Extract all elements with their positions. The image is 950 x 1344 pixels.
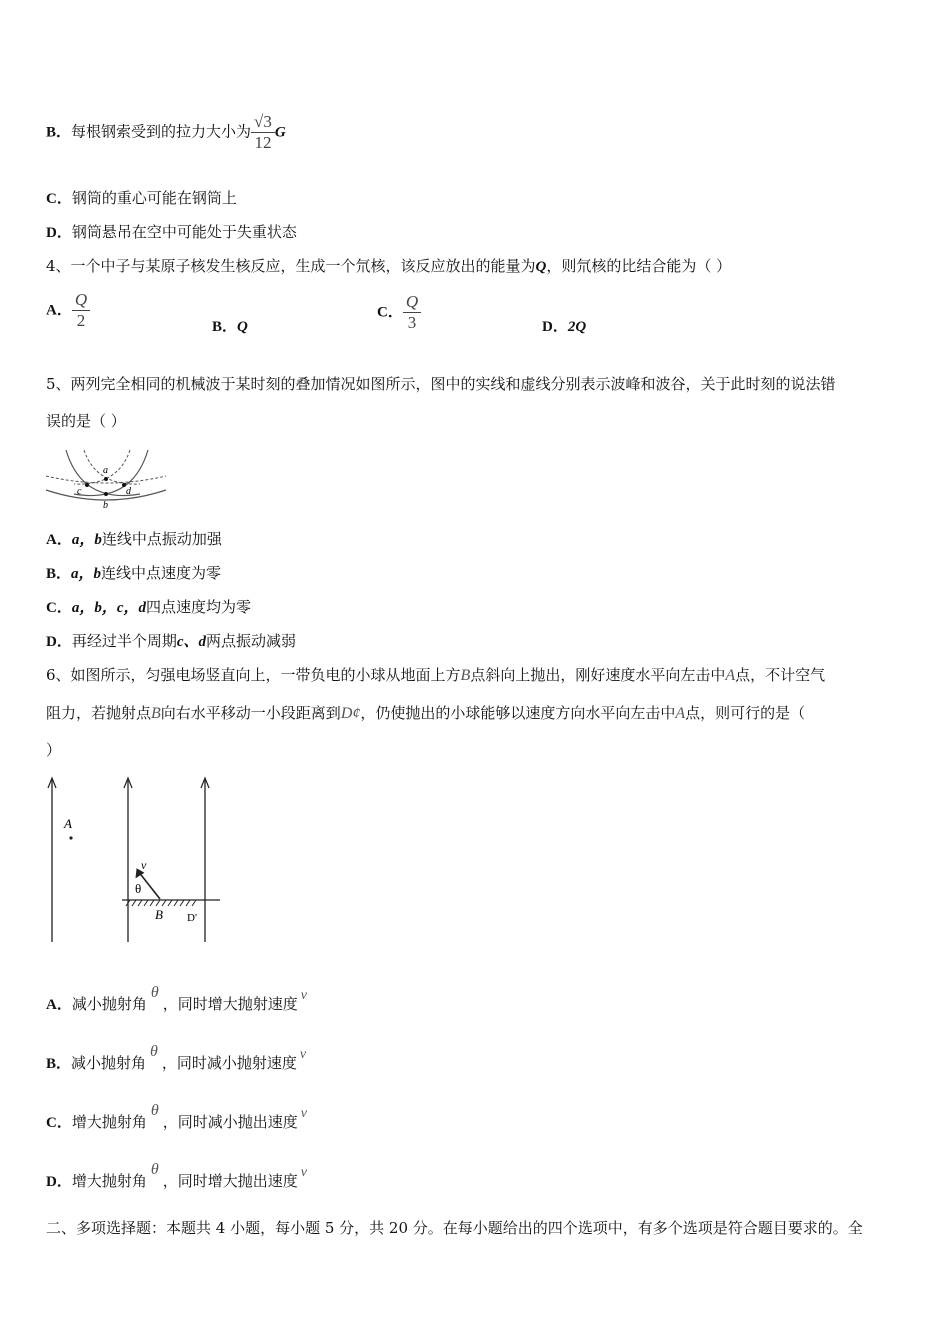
option-value: Q: [237, 319, 248, 335]
fraction-denominator: 12: [254, 133, 272, 152]
ground-hatching: [126, 900, 196, 906]
option-text: 两点振动减弱: [206, 632, 297, 650]
option-vars: a，b: [71, 566, 102, 582]
q6-stem-line3: ）: [46, 741, 62, 759]
label-point-b: B: [155, 907, 163, 922]
q6-text: ，仍使抛出的小球能够以速度方向水平向左击中: [360, 704, 676, 722]
v-symbol: v: [299, 1047, 307, 1062]
q4-option-c: [377, 292, 421, 333]
q6-stem-line2: [46, 702, 805, 723]
option-letter: B．: [46, 1056, 72, 1072]
v-symbol: v: [300, 1106, 307, 1121]
q5-option-b: [46, 562, 221, 583]
q3-option-b: [46, 112, 286, 153]
q6-text: 6、如图所示，匀强电场竖直向上，一带负电的小球从地面上方: [46, 666, 461, 684]
q6-text: 点，则可行的是（: [685, 704, 806, 722]
option-pre: 减小抛射角: [71, 1054, 147, 1072]
option-post: ，同时减小抛射速度: [161, 1054, 297, 1072]
v-symbol: v: [300, 988, 307, 1003]
fraction: [251, 112, 275, 153]
point-b: [104, 492, 108, 496]
option-letter: C．: [377, 304, 403, 321]
label-v: v: [141, 858, 147, 872]
theta-symbol: θ: [150, 1161, 159, 1178]
label-theta: θ: [135, 881, 142, 896]
option-letter: B．: [46, 124, 72, 141]
q6-text: 向右水平移动一小段距离到: [160, 704, 341, 722]
q5-option-d: [46, 630, 296, 651]
velocity-vector: [138, 871, 160, 899]
q4-option-a: [46, 290, 90, 331]
option-letter: B．: [46, 566, 72, 582]
section-2-heading: 二、多项选择题：本题共 4 小题，每小题 5 分，共 20 分。在每小题给出的四个选项中，有多个选项是符合题目要求的。全: [46, 1219, 863, 1237]
option-text: 每根钢索受到的拉力大小为: [71, 122, 252, 141]
fraction: [72, 290, 90, 331]
wave-crest-arc-right: [74, 450, 148, 496]
q3-option-c: [46, 187, 237, 208]
wave-trough-arc-right: [74, 450, 130, 484]
theta-symbol: θ: [150, 984, 159, 1001]
wave-superposition-figure: [44, 446, 168, 516]
q4-stem-text: 4、一个中子与某原子核发生核反应，生成一个氘核，该反应放出的能量为: [46, 257, 536, 275]
label-c: c: [77, 486, 82, 497]
point-c: [85, 483, 89, 487]
q4-stem-var: Q: [535, 259, 547, 275]
option-post: ，同时增大抛射速度: [162, 995, 298, 1013]
option-text: 连线中点速度为零: [101, 564, 222, 582]
option-tail: G: [274, 124, 286, 141]
option-post: ，同时减小抛出速度: [162, 1113, 298, 1131]
q6-text: 阻力，若抛射点: [46, 704, 152, 722]
label-a: a: [103, 465, 108, 476]
q4-option-d: [542, 315, 586, 336]
q4-option-b: [212, 315, 248, 336]
point-a: [104, 477, 108, 481]
q6-text: 点，不计空气: [735, 666, 826, 684]
option-text: 钢筒悬吊在空中可能处于失重状态: [71, 223, 297, 241]
label-d: d: [126, 486, 131, 497]
fraction-denominator: 3: [407, 313, 417, 332]
option-letter: A．: [46, 532, 72, 548]
option-letter: B．: [212, 319, 238, 335]
option-value: 2Q: [567, 319, 587, 335]
option-letter: C．: [46, 1115, 72, 1131]
fraction-denominator: 2: [76, 311, 86, 330]
option-pre: 增大抛射角: [71, 1113, 147, 1131]
option-letter: C．: [46, 600, 72, 616]
q6-option-a: [46, 984, 307, 1014]
q3-option-d: [46, 221, 297, 242]
q4-stem: [46, 255, 731, 276]
q6-var-d: D¢: [340, 705, 361, 722]
option-pre: 减小抛射角: [71, 995, 147, 1013]
q6-text: 点斜向上抛出，刚好速度水平向左击中: [470, 666, 726, 684]
label-b: b: [103, 500, 108, 511]
option-letter: D．: [46, 1174, 72, 1190]
option-letter: A．: [46, 302, 72, 319]
option-letter: D．: [46, 225, 72, 241]
option-vars: a，b，c，d: [71, 600, 147, 616]
electric-field-figure: [40, 772, 230, 944]
option-pre: 再经过半个周期: [71, 632, 177, 650]
option-text: 四点速度均为零: [146, 598, 252, 616]
label-point-d: D': [187, 912, 197, 924]
q4-stem-text-2: ，则氘核的比结合能为（ ）: [546, 257, 732, 275]
q6-stem-line1: [46, 664, 825, 685]
theta-symbol: θ: [150, 1043, 158, 1060]
q6-var-b: B: [460, 667, 471, 684]
option-letter: D．: [46, 634, 72, 650]
q6-option-d: [46, 1161, 307, 1191]
option-vars: c、d: [176, 634, 207, 650]
option-text: 连线中点振动加强: [101, 530, 222, 548]
fraction: [403, 292, 421, 333]
option-letter: C．: [46, 191, 72, 207]
option-letter: A．: [46, 997, 72, 1013]
theta-symbol: θ: [150, 1102, 159, 1119]
q6-var-a: A: [675, 705, 686, 722]
q5-option-c: [46, 596, 251, 617]
q6-option-b: [46, 1043, 307, 1073]
q6-option-c: [46, 1102, 307, 1132]
fraction-numerator: √3: [254, 112, 272, 131]
point-a: [69, 836, 72, 839]
q6-var-a: A: [725, 667, 736, 684]
option-vars: a，b: [71, 532, 102, 548]
option-post: ，同时增大抛出速度: [162, 1172, 298, 1190]
q5-option-a: [46, 528, 222, 549]
option-letter: D．: [542, 319, 568, 335]
fraction-numerator: Q: [74, 290, 88, 309]
q5-stem-line2: 误的是（ ）: [46, 412, 126, 430]
q5-stem-line1: 5、两列完全相同的机械波于某时刻的叠加情况如图所示，图中的实线和虚线分别表示波峰和波谷，关于此时刻的说法错: [46, 375, 836, 393]
label-point-a: A: [64, 816, 72, 831]
wave-trough-arc-left: [84, 450, 140, 484]
option-text: 钢筒的重心可能在钢筒上: [71, 189, 237, 207]
fraction-numerator: Q: [405, 292, 419, 311]
v-symbol: v: [300, 1165, 307, 1180]
q6-var-b: B: [151, 705, 161, 722]
option-pre: 增大抛射角: [71, 1172, 147, 1190]
